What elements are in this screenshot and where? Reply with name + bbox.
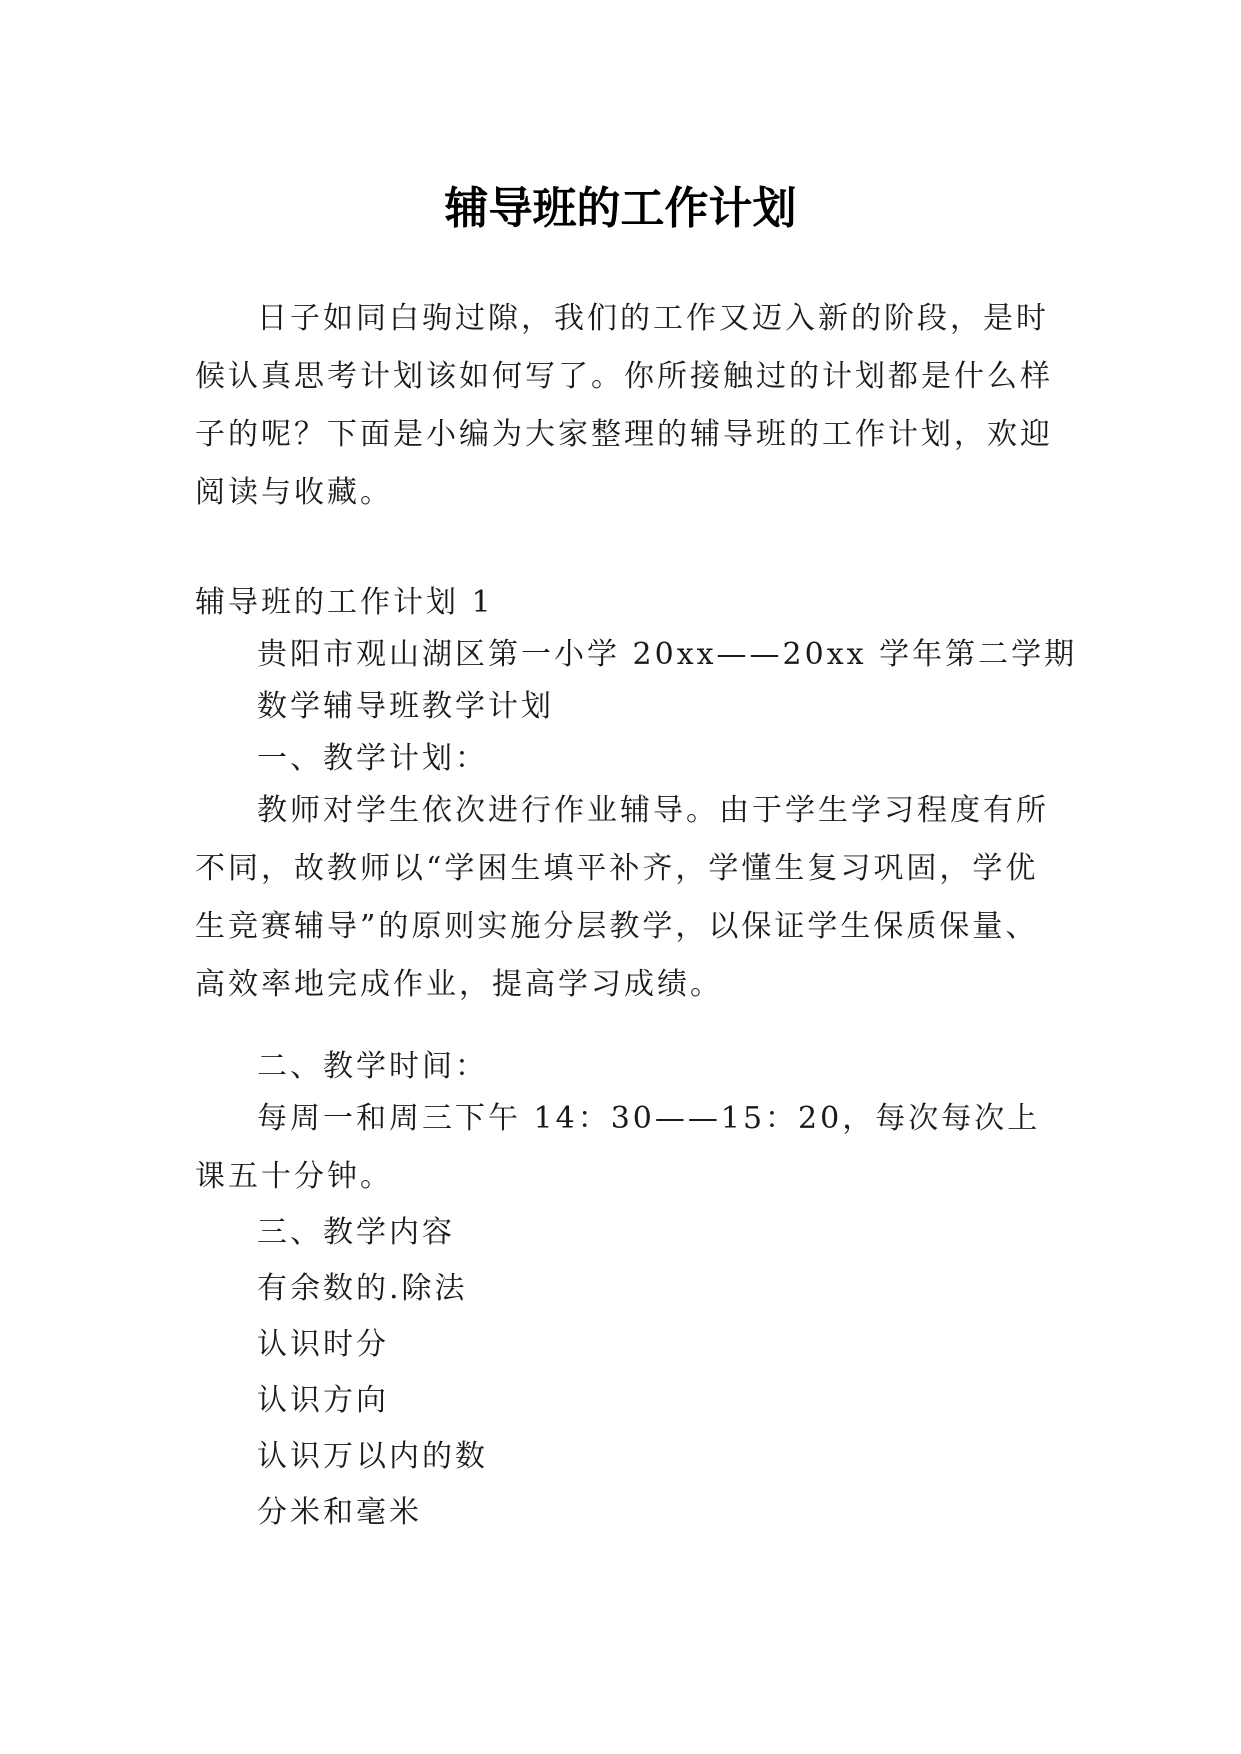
content-item: 认识方向 [257, 1383, 389, 1418]
content-item: 分米和毫米 [257, 1495, 422, 1530]
heading-teaching-content: 三、教学内容 [257, 1215, 455, 1250]
intro-paragraph: 日子如同白驹过隙，我们的工作又迈入新的阶段，是时候认真思考计划该如何写了。你所接触过的计划都是什么样子的呢？下面是小编为大家整理的辅导班的工作计划，欢迎阅读与收藏。 [195, 301, 1053, 510]
content-item: 认识时分 [257, 1327, 389, 1362]
teaching-plan-paragraph: 教师对学生依次进行作业辅导。由于学生学习程度有所不同，故教师以“学困生填平补齐，学懂生复习巩固，学优生竞赛辅导”的原则实施分层教学，以保证学生保质保量、高效率地完成作业，提高学习成绩。 [195, 793, 1049, 1002]
content-item: 有余数的.除法 [257, 1271, 468, 1306]
content-item: 认识万以内的数 [257, 1439, 488, 1474]
heading-teaching-plan: 一、教学计划： [257, 741, 488, 776]
school-line: 贵阳市观山湖区第一小学 20xx——20xx 学年第二学期 [257, 637, 1078, 672]
plan-name: 数学辅导班教学计划 [257, 689, 554, 724]
teaching-time-paragraph: 每周一和周三下午 14：30——15：20，每次每次上课五十分钟。 [195, 1101, 1041, 1194]
section-title: 辅导班的工作计划 1 [195, 585, 494, 620]
heading-teaching-time: 二、教学时间： [257, 1049, 488, 1084]
document-title: 辅导班的工作计划 [444, 183, 797, 235]
